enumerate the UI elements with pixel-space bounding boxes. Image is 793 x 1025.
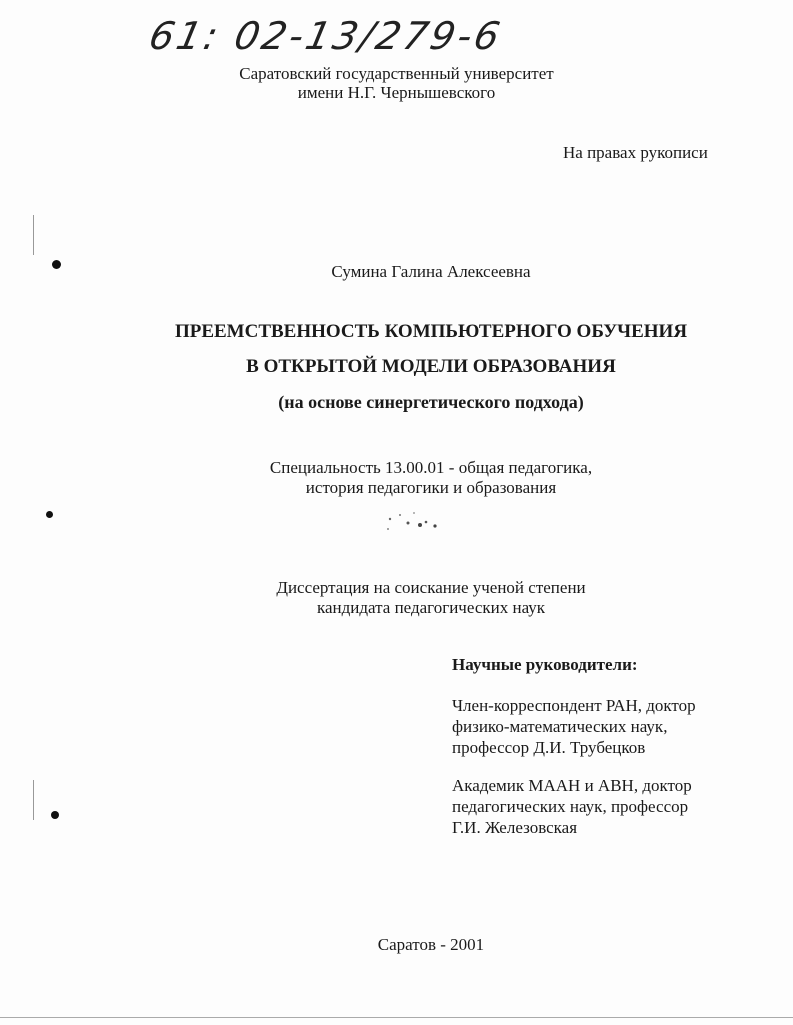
binder-hole-mark — [46, 511, 53, 518]
supervisor1-line3: профессор Д.И. Трубецков — [452, 738, 646, 757]
scan-bottom-edge — [0, 1017, 793, 1018]
supervisor1-line2: физико-математических наук, — [452, 717, 668, 736]
author-name: Сумина Галина Алексеевна — [331, 262, 531, 281]
degree-line1: Диссертация на соискание ученой степени — [276, 578, 586, 597]
faint-stamp-noise — [380, 505, 450, 535]
dissertation-title-line1: ПРЕЕМСТВЕННОСТЬ КОМПЬЮТЕРНОГО ОБУЧЕНИЯ — [174, 321, 688, 342]
university-name: Саратовский государственный университет — [239, 64, 554, 83]
dissertation-subtitle: (на основе синергетического подхода) — [278, 392, 584, 412]
handwritten-archive-code: 61: 02-13/279-6 — [145, 14, 507, 58]
scan-edge-mark — [33, 215, 34, 255]
specialty-line2: история педагогики и образования — [305, 478, 557, 497]
scan-edge-mark — [33, 780, 34, 820]
supervisor2-line1: Академик МААН и АВН, доктор — [452, 776, 692, 795]
supervisors-heading: Научные руководители: — [452, 655, 638, 674]
dissertation-title-line2: В ОТКРЫТОЙ МОДЕЛИ ОБРАЗОВАНИЯ — [246, 356, 616, 377]
university-name-line2: имени Н.Г. Чернышевского — [297, 83, 496, 102]
manuscript-rights: На правах рукописи — [563, 143, 708, 162]
binder-hole-mark — [51, 811, 59, 819]
degree-line2: кандидата педагогических наук — [316, 598, 546, 617]
specialty-line1: Специальность 13.00.01 - общая педагогика, — [269, 458, 593, 477]
supervisor2-line3: Г.И. Железовская — [452, 818, 578, 837]
city-year: Саратов - 2001 — [377, 935, 485, 954]
supervisor1-line1: Член-корреспондент РАН, доктор — [452, 696, 696, 715]
supervisor2-line2: педагогических наук, профессор — [452, 797, 689, 816]
